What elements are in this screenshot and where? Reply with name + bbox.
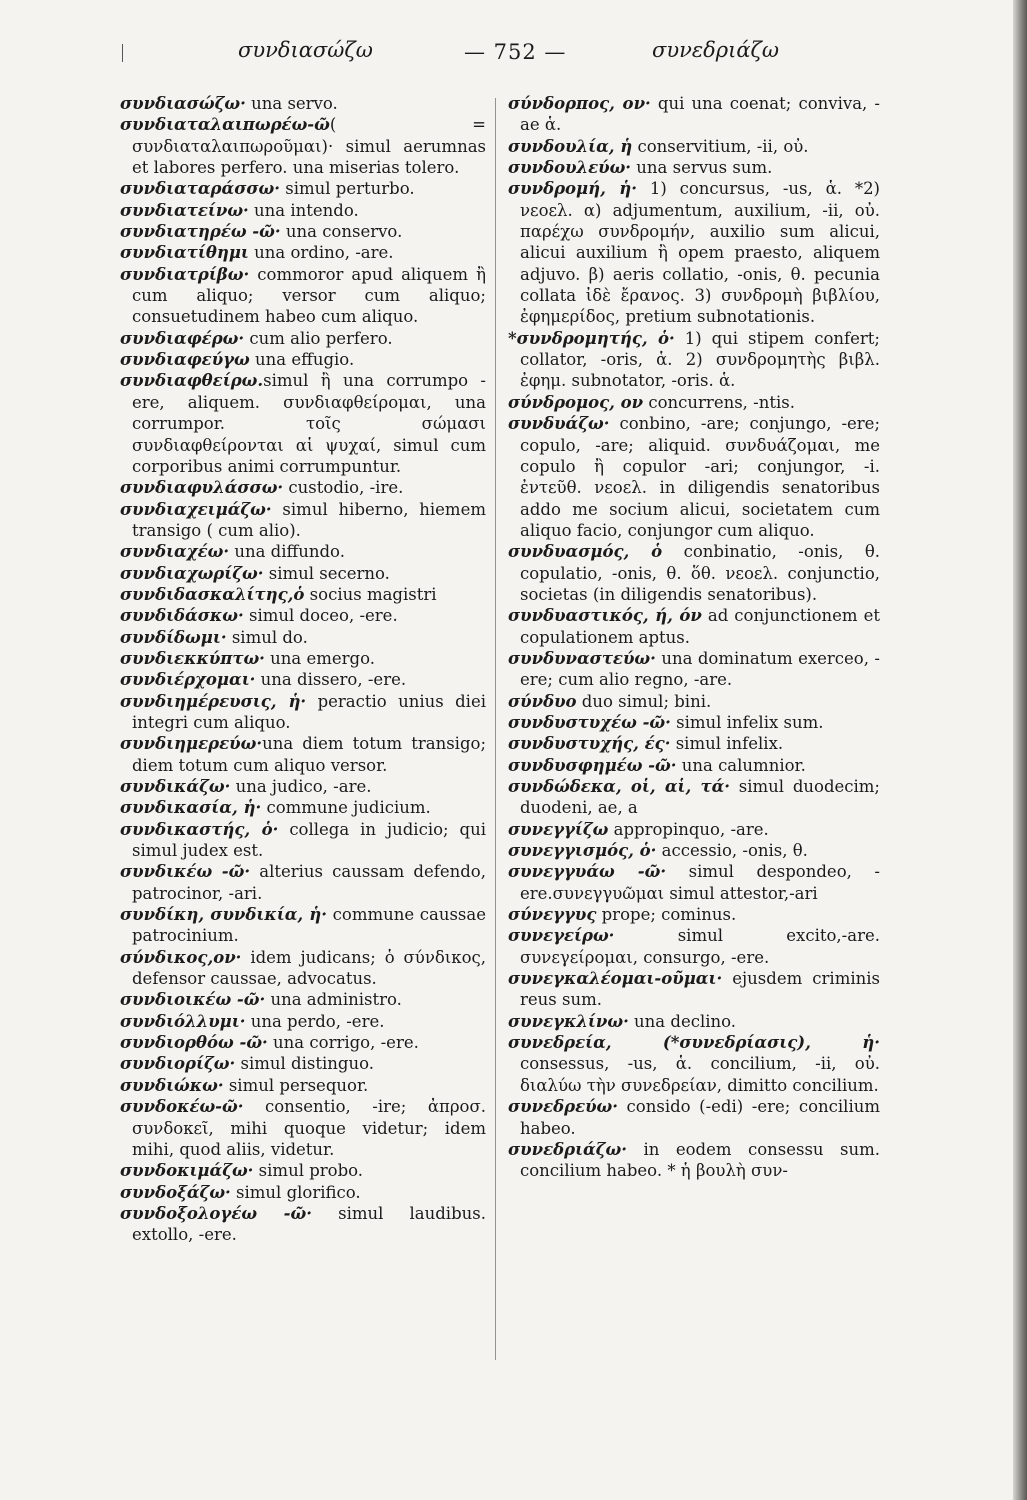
entry-headword: συνδιατείνω·: [120, 200, 249, 220]
entry-headword: συνδίδωμι·: [120, 627, 227, 647]
entry-headword: συνδιέρχομαι·: [120, 670, 256, 690]
dictionary-entry: [120, 797, 486, 818]
entry-definition: commune judicium.: [261, 798, 431, 818]
dictionary-entry: [120, 541, 486, 562]
entry-headword: συνεγκλίνω·: [508, 1011, 629, 1031]
entry-definition: accessio, -onis, θ.: [656, 841, 808, 861]
dictionary-entry: [120, 947, 486, 990]
entry-definition: una calumnior.: [676, 755, 806, 775]
entry-definition: conbino, -are; conjungo, -ere; copulo, -are; aliquid. συνδυάζομαι, me copulo ἢ copulor -ari; conjungor, -i. ἐντεῦθ. νεοελ. in diligendis senatoribus addo me socium alicui, societatem cum aliquo facio, conjungor cum aliquo.: [520, 414, 880, 540]
entry-headword: *συνδρομητής, ὁ·: [508, 328, 675, 348]
dictionary-entry: [120, 242, 486, 263]
dictionary-entry: [508, 712, 880, 733]
dictionary-entry: [120, 904, 486, 947]
entry-definition: appropinquo, -are.: [608, 819, 769, 839]
entry-headword: συνδιατρίβω·: [120, 264, 250, 284]
entry-headword: συνεγείρω·: [508, 926, 615, 946]
entry-definition: una judico, -are.: [230, 777, 372, 796]
entry-definition: peractio unius diei integri cum aliquo.: [132, 691, 486, 732]
entry-definition: simul probo.: [253, 1161, 364, 1181]
entry-headword: συνδοκέω-ῶ·: [120, 1097, 244, 1117]
entry-headword: συνδυστυχής, ές·: [508, 734, 671, 754]
entry-headword: συνδιορίζω·: [120, 1054, 236, 1074]
dictionary-entry: [120, 114, 486, 178]
entry-definition: simul infelix.: [670, 734, 784, 754]
entry-headword: συνδικέω -ῶ·: [120, 862, 251, 882]
dictionary-entry: [120, 499, 486, 542]
entry-headword: συνδουλία, ἡ: [508, 136, 633, 156]
dictionary-entry: [120, 1203, 486, 1246]
entry-headword: συνδουλεύω·: [508, 158, 632, 178]
entry-headword: συνδιατηρέω -ῶ·: [120, 222, 281, 242]
entry-headword: συνδιαχέω·: [120, 542, 230, 562]
entry-definition: una corrigo, -ere.: [267, 1033, 419, 1053]
dictionary-entry: [120, 370, 486, 477]
dictionary-entry: [120, 1182, 486, 1203]
dictionary-entry: [508, 541, 880, 605]
entry-definition: una ordino, -are.: [248, 243, 394, 263]
dictionary-entry: [120, 819, 486, 862]
entry-definition: concurrens, -ntis.: [643, 392, 795, 412]
entry-headword: συνεδρεία, (*συνεδρίασις), ἡ·: [508, 1033, 880, 1053]
dictionary-entry: [120, 477, 486, 498]
dictionary-entry: [508, 925, 880, 968]
entry-definition: una dominatum exerceo, -ere; cum alio regno, -are.: [520, 648, 880, 690]
entry-definition: una administro.: [265, 990, 402, 1010]
entry-definition: consido (-edi) -ere; concilium habeo.: [520, 1097, 880, 1138]
entry-definition: 1) qui stipem confert; collator, -oris, ἁ. 2) συνδρομητὴς βιβλ. ἐφημ. subnotator, -oris. ἁ.: [520, 328, 880, 391]
entry-headword: συνδικασία, ἡ·: [120, 798, 262, 818]
entry-definition: una declino.: [628, 1011, 737, 1031]
entry-definition: simul duodecim; duodeni, ae, a: [520, 777, 880, 818]
dictionary-entry: [508, 136, 880, 157]
entry-headword: συνδιδάσκω·: [120, 606, 244, 626]
dictionary-entry: [508, 861, 880, 904]
entry-definition: simul ἢ una corrumpo -ere, aliquem. συνδιαφθείρομαι, una corrumpor. τοῖς σώμασι συνδιαφθείρονται αἱ ψυχαί, simul cum corporibus animi corrumpuntur.: [132, 371, 486, 476]
entry-headword: συνδιημέρευσις, ἡ·: [120, 691, 307, 711]
entry-headword: συνδυσφημέω -ῶ·: [508, 755, 677, 775]
entry-headword: συνδιαχωρίζω·: [120, 563, 264, 583]
dictionary-entry: [508, 392, 880, 413]
entry-definition: una emergo.: [264, 648, 376, 668]
entry-headword: συνδώδεκα, οἱ, αἱ, τά·: [508, 777, 731, 796]
dictionary-entry: [508, 755, 880, 776]
entry-definition: una diffundo.: [229, 542, 345, 562]
entry-headword: συνδυστυχέω -ῶ·: [508, 712, 671, 732]
page-number: — 752 —: [464, 40, 567, 64]
entry-headword: συνεδρεύω·: [508, 1097, 619, 1117]
dictionary-entry: [508, 1139, 880, 1182]
dictionary-entry: [120, 584, 486, 605]
entry-definition: socius magistri: [304, 584, 437, 604]
entry-headword: σύνδυο: [508, 691, 577, 711]
dictionary-entry: [508, 1011, 880, 1032]
dictionary-entry: [120, 349, 486, 370]
entry-definition: simul persequor.: [223, 1075, 369, 1095]
entry-definition: idem judicans; ὁ σύνδικος, defensor caussae, advocatus.: [132, 947, 486, 989]
dictionary-entry: [508, 178, 880, 327]
entry-headword: σύνδρομος, ον: [508, 392, 644, 412]
running-head-right: συνεδριάζω: [652, 38, 780, 62]
dictionary-entry: [508, 1096, 880, 1139]
entry-definition: simul excito,-are. συνεγείρομαι, consurgo, -ere.: [520, 926, 880, 967]
entry-definition: simul glorifico.: [230, 1182, 361, 1202]
dictionary-entry: [120, 1075, 486, 1096]
entry-definition: conbinatio, -onis, θ. copulatio, -onis, θ. ὅθ. νεοελ. conjunctio, societas (in diligendis senatoribus).: [520, 542, 880, 604]
entry-headword: συνδιορθόω -ῶ·: [120, 1033, 268, 1053]
entry-definition: una effugio.: [249, 350, 355, 370]
margin-mark: [122, 44, 123, 62]
entry-headword: συνδοκιμάζω·: [120, 1161, 254, 1181]
dictionary-entry: [508, 776, 880, 819]
entry-definition: una servo.: [245, 94, 338, 113]
entry-headword: συνδοξολογέω -ῶ·: [120, 1203, 312, 1223]
entry-headword: συνδικαστής, ὁ·: [120, 819, 279, 839]
entry-definition: cum alio perfero.: [244, 328, 393, 348]
dictionary-entry: [120, 1096, 486, 1160]
dictionary-entry: [508, 691, 880, 712]
dictionary-entry: [508, 605, 880, 648]
dictionary-entry: [508, 904, 880, 925]
dictionary-entry: [508, 968, 880, 1011]
entry-definition: duo simul; bini.: [576, 691, 712, 711]
dictionary-entry: [120, 1160, 486, 1181]
entry-headword: συνεγγισμός, ὁ·: [508, 841, 657, 861]
entry-definition: simul distinguo.: [235, 1054, 374, 1074]
entry-definition: consentio, -ire; ἀπροσ. συνδοκεῖ, mihi quoque videtur; idem mihi, quod aliis, videtur.: [132, 1097, 486, 1159]
entry-headword: συνδιαχειμάζω·: [120, 499, 272, 519]
dictionary-entry: [120, 1032, 486, 1053]
entry-headword: συνεγγίζω: [508, 819, 609, 839]
entry-definition: simul secerno.: [263, 563, 390, 583]
entry-headword: συνδιατίθημι: [120, 243, 249, 263]
entry-definition: prope; cominus.: [596, 905, 737, 925]
entry-definition: alterius caussam defendo, patrocinor, -ari.: [132, 862, 486, 903]
dictionary-entry: [120, 691, 486, 734]
entry-headword: συνδυασμός, ὁ: [508, 542, 663, 562]
entry-headword: σύνδορπος, ον·: [508, 94, 651, 113]
entry-headword: συνδικάζω·: [120, 777, 231, 796]
entry-headword: συνδιαφέρω·: [120, 328, 245, 348]
entry-headword: συνεγκαλέομαι-οῦμαι·: [508, 969, 723, 989]
entry-definition: simul infelix sum.: [670, 712, 824, 732]
entry-headword: συνδυάζω·: [508, 414, 610, 434]
entry-headword: συνδιαφθείρω.: [120, 371, 264, 391]
entry-headword: συνδιοικέω -ῶ·: [120, 990, 266, 1010]
right-column: [508, 93, 880, 1182]
entry-headword: συνδιαταλαιπωρέω-ῶ: [120, 115, 330, 135]
dictionary-entry: [508, 328, 880, 392]
entry-definition: una perdo, -ere.: [245, 1011, 385, 1031]
dictionary-entry: [508, 840, 880, 861]
dictionary-entry: [508, 819, 880, 840]
dictionary-entry: [120, 627, 486, 648]
entry-definition: ( = συνδιαταλαιπωροῦμαι)· simul aerumnas et labores perfero. una miserias tolero.: [132, 115, 486, 178]
dictionary-entry: [120, 328, 486, 349]
dictionary-entry: [508, 1032, 880, 1096]
entry-definition: ejusdem criminis reus sum.: [520, 969, 880, 1010]
entry-headword: συνδοξάζω·: [120, 1182, 231, 1202]
entry-headword: συνδιαφεύγω: [120, 350, 250, 370]
entry-headword: συνδίκη, συνδικία, ἡ·: [120, 905, 328, 925]
entry-definition: collega in judicio; qui simul judex est.: [132, 819, 486, 861]
entry-definition: una dissero, -ere.: [255, 670, 407, 690]
entry-definition: in eodem consessu sum. concilium habeo. * ἡ βουλὴ συν-: [520, 1139, 880, 1181]
entry-definition: commune caussae patrocinium.: [132, 905, 487, 946]
page-edge-shadow: [1013, 0, 1027, 1500]
entry-definition: conservitium, -ii, οὐ.: [632, 136, 809, 156]
column-divider: [495, 98, 496, 1360]
dictionary-entry: [120, 221, 486, 242]
entry-headword: συνδιώκω·: [120, 1075, 224, 1095]
dictionary-entry: [120, 1011, 486, 1032]
dictionary-entry: [120, 264, 486, 328]
running-head-left: συνδιασώζω: [238, 38, 373, 62]
dictionary-entry: [508, 648, 880, 691]
dictionary-entry: [120, 200, 486, 221]
entry-definition: simul perturbo.: [280, 179, 415, 199]
entry-headword: συνδιδασκαλίτης,ὁ: [120, 584, 305, 604]
entry-headword: συνδυαστικός, ή, όν: [508, 606, 702, 626]
dictionary-entry: [120, 733, 486, 776]
dictionary-entry: [508, 93, 880, 136]
entry-headword: συνδυναστεύω·: [508, 648, 656, 668]
entry-headword: συνδιαφυλάσσω·: [120, 478, 284, 498]
left-column: [120, 93, 486, 1246]
entry-headword: σύνεγγυς: [508, 905, 597, 925]
dictionary-entry: [120, 93, 486, 114]
dictionary-entry: [120, 648, 486, 669]
dictionary-entry: [508, 413, 880, 541]
dictionary-entry: [120, 563, 486, 584]
dictionary-entry: [120, 669, 486, 690]
entry-definition: una conservo.: [280, 222, 403, 242]
entry-definition: custodio, -ire.: [283, 478, 404, 498]
dictionary-entry: [120, 1053, 486, 1074]
entry-headword: σύνδικος,ον·: [120, 947, 242, 967]
entry-definition: simul despondeo, -ere.συνεγγυῶμαι simul attestor,-ari: [520, 862, 880, 903]
entry-definition: una intendo.: [248, 200, 359, 220]
entry-headword: συνδιαταράσσω·: [120, 179, 281, 199]
entry-definition: qui una coenat; conviva, -ae ἁ.: [520, 94, 880, 135]
entry-headword: συνεδριάζω·: [508, 1139, 627, 1159]
entry-definition: ad conjunctionem et copulationem aptus.: [520, 606, 880, 647]
dictionary-entry: [120, 776, 486, 797]
entry-headword: συνδρομή, ἡ·: [508, 179, 637, 199]
entry-headword: συνεγγυάω -ῶ·: [508, 862, 667, 882]
dictionary-entry: [120, 178, 486, 199]
dictionary-entry: [508, 157, 880, 178]
entry-definition: simul do.: [226, 627, 308, 647]
dictionary-entry: [120, 989, 486, 1010]
entry-headword: συνδιασώζω·: [120, 94, 246, 113]
entry-definition: una diem totum transigo; diem totum cum aliquo versor.: [132, 734, 486, 775]
entry-headword: συνδιόλλυμι·: [120, 1011, 246, 1031]
entry-definition: consessus, -us, ἁ. concilium, -ii, οὐ. διαλύω τὴν συνεδρείαν, dimitto concilium.: [520, 1054, 880, 1095]
entry-definition: simul laudibus. extollo, -ere.: [132, 1203, 486, 1245]
dictionary-entry: [120, 861, 486, 904]
entry-headword: συνδιεκκύπτω·: [120, 648, 265, 668]
entry-definition: simul hiberno, hiemem transigo ( cum alio).: [132, 499, 486, 540]
entry-definition: simul doceo, -ere.: [243, 606, 398, 626]
entry-definition: una servus sum.: [631, 158, 773, 178]
entry-definition: commoror apud aliquem ἢ cum aliquo; versor cum aliquo; consuetudinem habeo cum aliquo.: [132, 264, 486, 327]
entry-headword: συνδιημερεύω·: [120, 734, 263, 754]
entry-definition: 1) concursus, -us, ἁ. *2) νεοελ. α) adjumentum, auxilium, -ii, οὐ. παρέχω συνδρομήν, auxilio sum alicui, alicui auxilium ἢ opem praesto, aliquem adjuvo. β) aeris collatio, -onis, θ. pecunia collata ἰδὲ ἔρανος. 3) συνδρομὴ βιβλίου, ἐφημερίδος, pretium subnotationis.: [520, 179, 880, 327]
dictionary-entry: [120, 605, 486, 626]
dictionary-entry: [508, 733, 880, 754]
